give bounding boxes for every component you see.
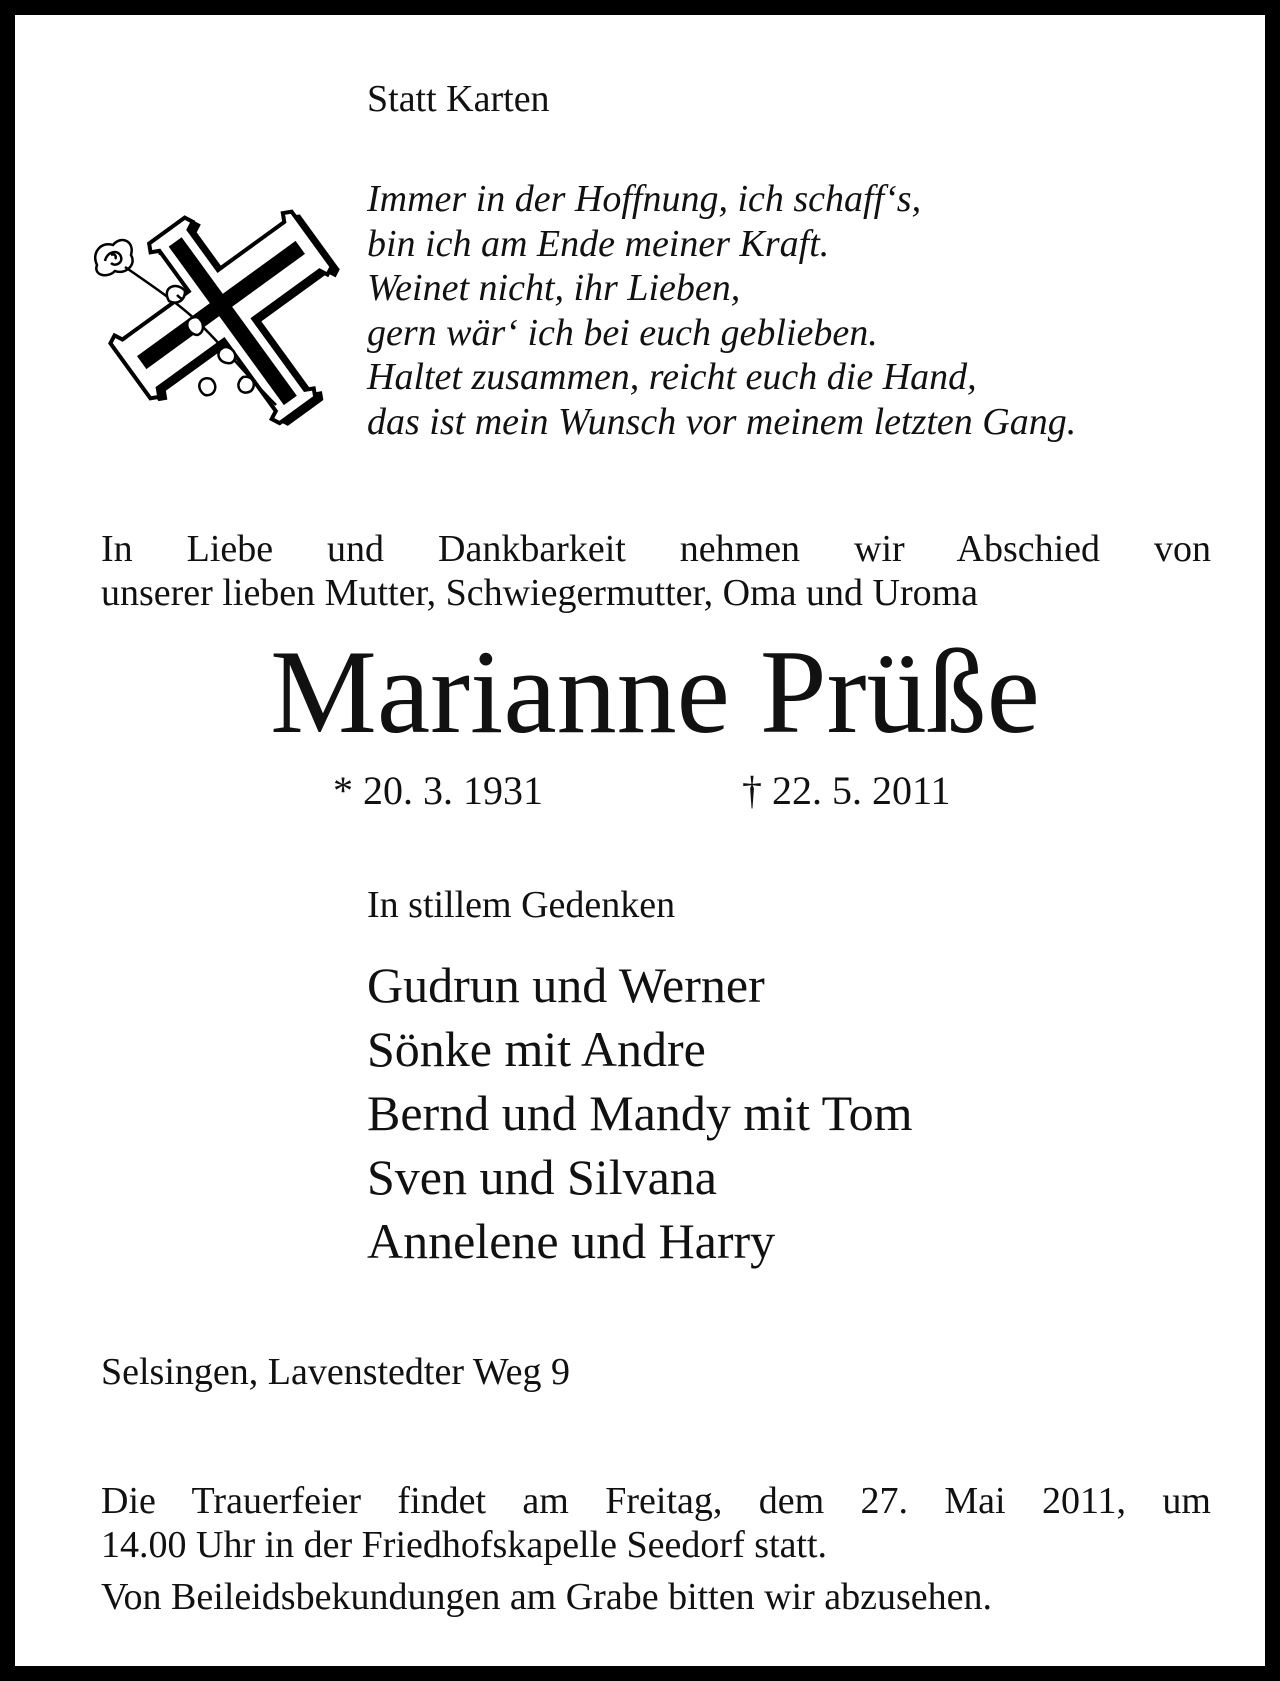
- service-line-1: Die Trauerfeier findet am Freitag, dem 27. Mai 2011, um: [101, 1480, 1211, 1522]
- birth-date: * 20. 3. 1931: [333, 768, 543, 813]
- poem-line: gern wär‘ ich bei euch geblieben.: [367, 311, 878, 354]
- list-item: Annelene und Harry: [367, 1213, 776, 1269]
- deceased-name: Marianne Prüße: [270, 625, 1040, 758]
- farewell-intro: [101, 527, 1211, 615]
- service-line-2: 14.00 Uhr in der Friedhofskapelle Seedorf statt.: [101, 1524, 828, 1566]
- death-date: † 22. 5. 2011: [742, 768, 951, 813]
- list-item: Bernd und Mandy mit Tom: [367, 1085, 913, 1141]
- poem-line: Immer in der Hoffnung, ich schaff‘s,: [367, 178, 922, 220]
- intro-line-1: In Liebe und Dankbarkeit nehmen wir Abschied von: [101, 528, 1211, 570]
- poem-line: Haltet zusammen, reicht euch die Hand,: [367, 356, 977, 398]
- poem: [367, 177, 1076, 444]
- cross-with-rose-icon: [81, 205, 347, 427]
- list-item: Gudrun und Werner: [367, 957, 765, 1013]
- address: Selsingen, Lavenstedter Weg 9: [101, 1351, 571, 1393]
- funeral-service-info: [101, 1479, 1211, 1567]
- cross-shape: [81, 205, 347, 427]
- poem-line: Weinet nicht, ihr Lieben,: [367, 267, 741, 309]
- poem-line: das ist mein Wunsch vor meinem letzten Gang.: [367, 400, 1077, 443]
- list-item: Sönke mit Andre: [367, 1021, 706, 1077]
- mourners-list: [367, 953, 913, 1273]
- statt-karten-text: Statt Karten: [367, 78, 550, 120]
- intro-line-2: unserer lieben Mutter, Schwiegermutter, Oma und Uroma: [101, 572, 979, 614]
- condolence-note: Von Beileidsbekundungen am Grabe bitten wir abzusehen.: [101, 1576, 993, 1618]
- poem-line: bin ich am Ende meiner Kraft.: [367, 222, 830, 265]
- mourners-heading: In stillem Gedenken: [367, 884, 676, 926]
- list-item: Sven und Silvana: [367, 1149, 717, 1205]
